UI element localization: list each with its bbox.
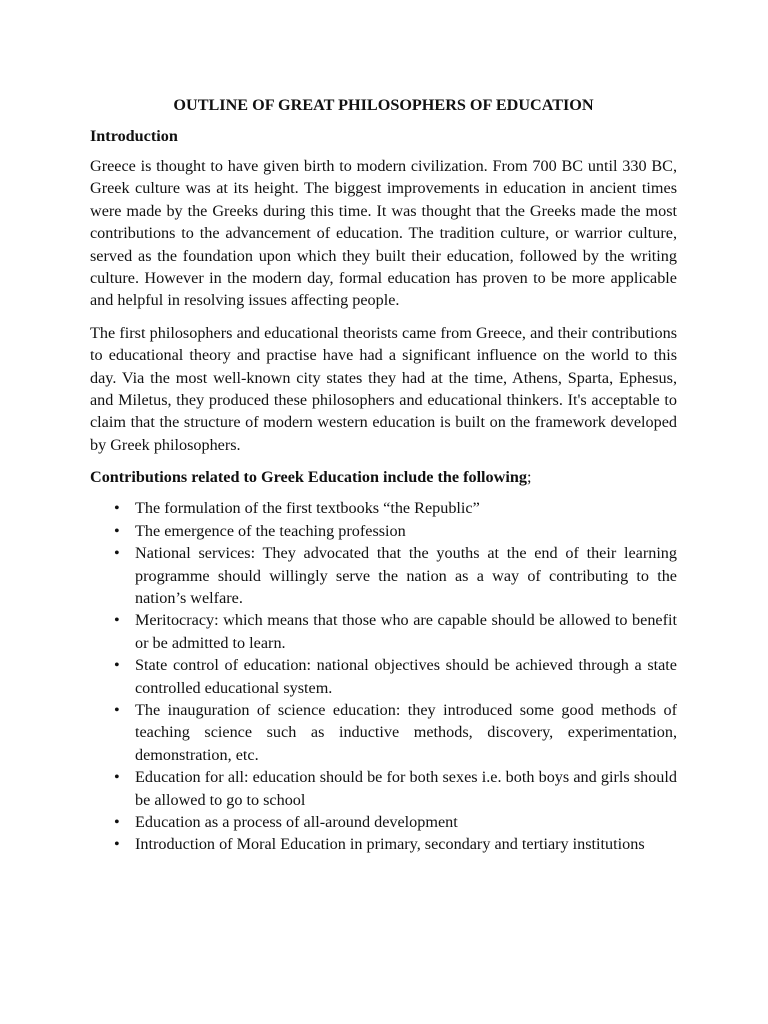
list-item-text: The formulation of the first textbooks “the Republic” bbox=[135, 499, 480, 518]
list-item bbox=[90, 654, 677, 699]
contributions-heading-suffix: ; bbox=[526, 468, 532, 487]
list-item bbox=[90, 766, 677, 811]
contributions-heading bbox=[90, 466, 677, 488]
list-item-text: Introduction of Moral Education in primary, secondary and tertiary institutions bbox=[135, 835, 645, 854]
bullet-icon: • bbox=[114, 700, 120, 719]
list-item-text: National services: They advocated that the youths at the end of their learning programme should willingly serve the nation as a way of contributing to the nation’s welfare. bbox=[135, 544, 677, 607]
list-item-text: Meritocracy: which means that those who are capable should be allowed to benefit or be admitted to learn. bbox=[135, 611, 677, 652]
intro-paragraph-2: The first philosophers and educational theorists came from Greece, and their contributions to educational theory and practise have had a significant influence on the world to this day. Via the most well-known city states they had at the time, Athens, Sparta, Ephesus, and Miletus, they produced these philosophers and educational thinkers. It's acceptable to claim that the structure of modern western education is built on the framework developed by Greek philosophers. bbox=[90, 323, 677, 454]
contributions-list bbox=[90, 497, 677, 856]
contributions-heading-text: Contributions related to Greek Education include the following bbox=[90, 468, 527, 487]
bullet-icon: • bbox=[114, 521, 120, 540]
list-item bbox=[90, 699, 677, 766]
list-item-text: Education for all: education should be for both sexes i.e. both boys and girls should be allowed to go to school bbox=[135, 768, 677, 809]
list-item bbox=[90, 497, 677, 519]
list-item bbox=[90, 609, 677, 654]
list-item-text: The emergence of the teaching profession bbox=[135, 521, 406, 540]
list-item-text: State control of education: national objectives should be achieved through a state controlled educational system. bbox=[135, 656, 677, 697]
bullet-icon: • bbox=[114, 611, 120, 630]
bullet-icon: • bbox=[114, 656, 120, 675]
list-item bbox=[90, 833, 677, 855]
introduction-heading: Introduction bbox=[90, 127, 178, 145]
bullet-icon: • bbox=[114, 544, 120, 563]
bullet-icon: • bbox=[114, 768, 120, 787]
bullet-icon: • bbox=[114, 812, 120, 831]
list-item-text: The inauguration of science education: they introduced some good methods of teaching science such as inductive methods, discovery, experimentation, demonstration, etc. bbox=[135, 700, 677, 764]
document-page bbox=[90, 94, 677, 856]
bullet-icon: • bbox=[114, 499, 120, 518]
list-item-text: Education as a process of all-around development bbox=[135, 812, 458, 831]
intro-paragraph-1: Greece is thought to have given birth to modern civilization. From 700 BC until 330 BC, Greek culture was at its height. The biggest improvements in education in ancient times were made by the Greeks during this time. It was thought that the Greeks made the most contributions to the advancement of education. The tradition culture, or warrior culture, served as the foundation upon which they built their education, followed by the writing culture. However in the modern day, formal education has proven to be more applicable and helpful in resolving issues affecting people. bbox=[90, 157, 677, 310]
list-item bbox=[90, 542, 677, 609]
bullet-icon: • bbox=[114, 835, 120, 854]
document-title: OUTLINE OF GREAT PHILOSOPHERS OF EDUCATION bbox=[173, 96, 594, 114]
list-item bbox=[90, 520, 677, 542]
list-item bbox=[90, 811, 677, 833]
